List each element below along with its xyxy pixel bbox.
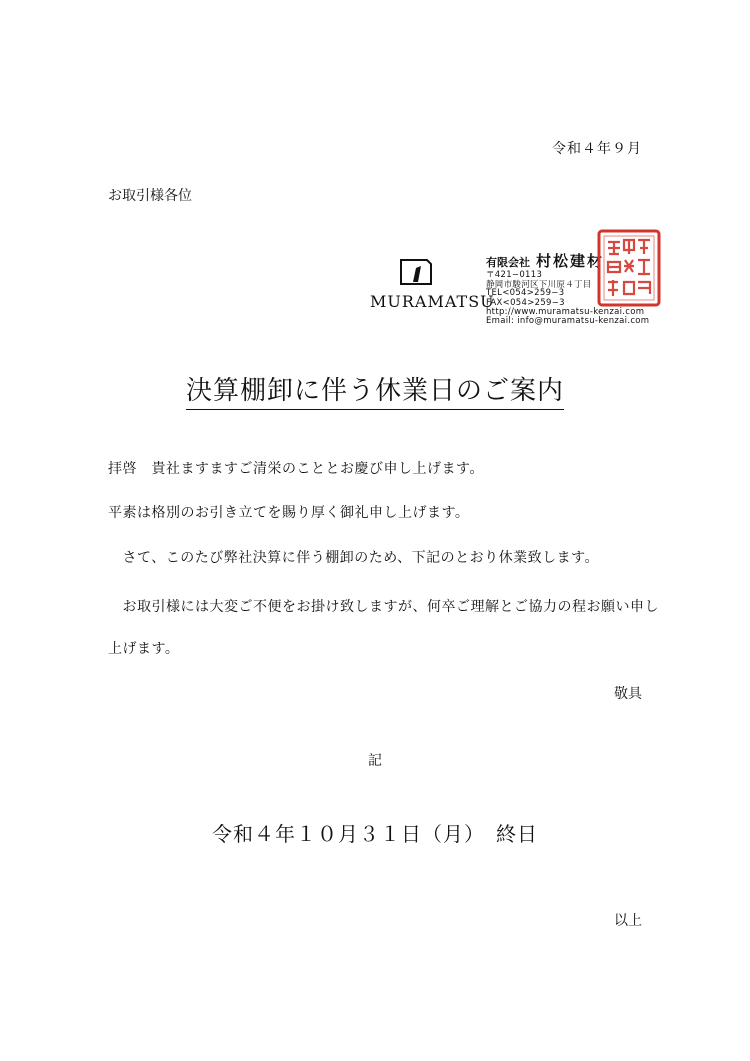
- document-title: [0, 370, 750, 407]
- company-seal-stamp: [596, 228, 662, 308]
- company-url: http://www.muramatsu-kenzai.com: [486, 307, 645, 317]
- company-name-main: 村松建材: [536, 252, 605, 270]
- company-fax: FAX<054>259−3: [486, 298, 565, 308]
- body-line-4: お取引様には大変ご不便をお掛け致しますが、何卒ご理解とご協力の程お願い申し: [108, 599, 659, 615]
- company-logo-icon: [398, 256, 434, 288]
- issue-date: 令和４年９月: [552, 141, 642, 157]
- body-line-3: さて、このたび弊社決算に伴う棚卸のため、下記のとおり休業致します。: [108, 550, 600, 566]
- closing-keigu: 敬具: [614, 686, 642, 702]
- company-postal: 〒421−0113: [486, 270, 543, 280]
- body-line-2: 平素は格別のお引き立てを賜り厚く御礼申し上げます。: [108, 505, 470, 521]
- company-name-prefix: 有限会社: [486, 256, 530, 269]
- notice-end: 以上: [614, 913, 642, 929]
- body-line-5: 上げます。: [108, 641, 180, 657]
- company-address: 静岡市駿河区下川原４丁目: [486, 280, 592, 290]
- company-tel: TEL<054>259−3: [486, 288, 565, 298]
- notice-ki: 記: [368, 753, 382, 769]
- body-line-1: 拝啓 貴社ますますご清栄のこととお慶び申し上げます。: [108, 461, 484, 477]
- closure-date: 令和４年１０月３１日（月） 終日: [212, 822, 538, 846]
- company-email: Email: info@muramatsu-kenzai.com: [486, 316, 650, 326]
- company-brand: MURAMATSU: [370, 292, 495, 311]
- document-title-text: 決算棚卸に伴う休業日のご案内: [186, 376, 564, 410]
- addressee: お取引様各位: [108, 188, 192, 204]
